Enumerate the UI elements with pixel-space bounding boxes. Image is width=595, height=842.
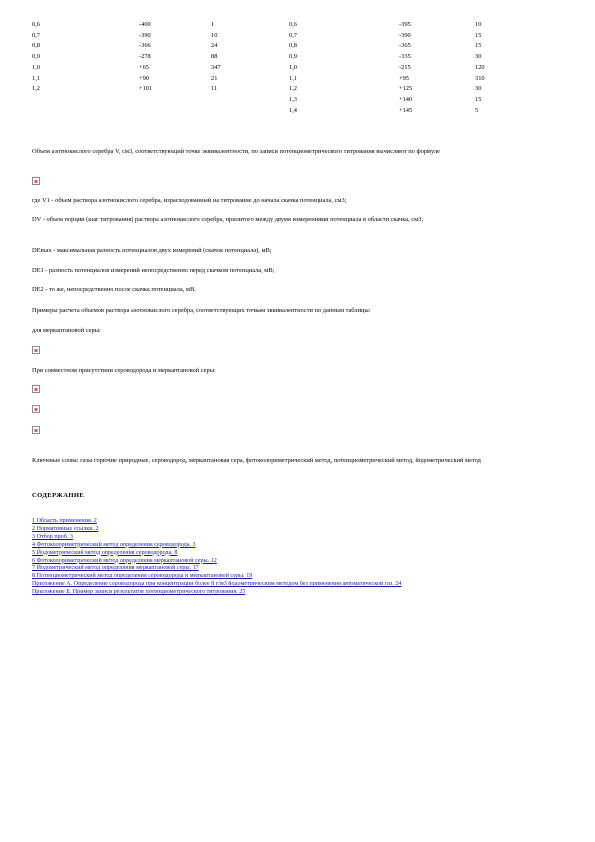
paragraph-mercaptan-sulfur: для меркаптановой серы: xyxy=(32,327,101,334)
table-cell: 0,6 xyxy=(289,21,297,28)
toc-link[interactable]: 1 Область применения. 2 xyxy=(32,518,97,524)
paragraph-v1-definition: где V1 - объем раствора азотнокислого серебра, израсходованный на титрование до начала скачка потенциала, см3; xyxy=(32,197,347,204)
paragraph-calculation-examples: Примеры расчета объемов раствора азотнокислого серебра, соответствующих точкам эквивалентности по данным таблицы: xyxy=(32,307,371,314)
table-cell xyxy=(139,95,211,106)
paragraph-demax-definition: DEmax - максимальная разность потенциалов двух измерений (скачок потенциала), мВ; xyxy=(32,247,272,254)
table-cell: 1,3 xyxy=(289,95,297,103)
table-cell: 0,8 xyxy=(32,42,40,50)
table-row xyxy=(32,84,535,95)
table-cell xyxy=(211,106,289,117)
contents-heading: СОДЕРЖАНИЕ xyxy=(32,492,85,499)
table-cell: -215 xyxy=(399,63,411,71)
paragraph-de1-definition: DE1 - разность потенциалов измерений непосредственно перед скачком потенциала, мВ; xyxy=(32,267,275,274)
table-cell: +125 xyxy=(399,85,413,93)
table-cell: +95 xyxy=(399,74,409,82)
missing-formula-image-icon xyxy=(32,346,40,354)
missing-formula-image-icon xyxy=(32,385,40,393)
table-cell: 11 xyxy=(211,85,218,93)
paragraph-dv-definition: DV - объем порции (шаг титрования) раствора азотнокислого серебра, прилитого между двумя измерениями потенциала в области скачка, см3; xyxy=(32,216,424,223)
table-cell xyxy=(32,106,139,117)
missing-formula-image-icon xyxy=(32,405,40,413)
table-row xyxy=(32,95,535,106)
table-cell: -390 xyxy=(399,31,411,39)
titration-data-table xyxy=(32,20,535,116)
table-cell: -278 xyxy=(139,53,151,61)
table-cell: 1,0 xyxy=(289,63,297,71)
table-cell: 0,7 xyxy=(32,31,40,39)
table-row xyxy=(32,52,535,63)
paragraph-keywords: Ключевые слова: газы горючие природные, сероводород, меркаптановая сера, фотоколориметрический метод, потенциометрический метод, йодометрический метод xyxy=(32,457,481,464)
paragraph-equivalence-volume: Объем азотнокислого серебра V, см3, соответствующий точке эквивалентности, по записи потенциометрического титрования вычисляют по формуле xyxy=(32,148,440,155)
table-cell xyxy=(211,95,289,106)
table-cell: 0,6 xyxy=(32,21,40,28)
table-cell: 0,7 xyxy=(289,31,297,39)
table-cell: +140 xyxy=(399,95,413,103)
table-row xyxy=(32,74,535,85)
toc-link[interactable]: 7 Йодометрический метод определения меркаптановой серы. 17 xyxy=(32,565,199,572)
paragraph-de2-definition: DE2 - то же, непосредственно после скачка потенциала, мВ. xyxy=(32,286,196,293)
table-cell: -395 xyxy=(399,21,411,28)
toc-link[interactable]: Приложение Б. Пример записи результатов потенциометрического титрования. 25 xyxy=(32,589,246,596)
table-cell: 15 xyxy=(475,31,482,39)
titration-table-body xyxy=(32,20,535,116)
table-cell: 10 xyxy=(211,31,218,39)
paragraph-joint-presence: При совместном присутствии сероводорода и меркаптановой серы: xyxy=(32,367,216,374)
table-cell: 88 xyxy=(211,53,218,61)
table-cell xyxy=(32,95,139,106)
table-cell: +65 xyxy=(139,63,149,71)
toc-link[interactable]: 5 Йодометрический метод определения сероводорода. 8 xyxy=(32,549,178,556)
table-cell: 1 xyxy=(211,21,215,28)
table-cell: 24 xyxy=(211,42,218,50)
table-cell: 1,1 xyxy=(289,74,297,82)
table-cell: 30 xyxy=(475,85,482,93)
table-cell: 1,2 xyxy=(32,85,40,93)
table-cell: 310 xyxy=(475,74,485,82)
table-of-contents xyxy=(32,518,572,597)
missing-formula-image-icon xyxy=(32,426,40,434)
table-cell: 15 xyxy=(475,42,482,50)
table-cell: -365 xyxy=(399,42,411,50)
table-cell: 10 xyxy=(475,21,482,28)
table-cell: 1,1 xyxy=(32,74,40,82)
table-cell: 1,2 xyxy=(289,85,297,93)
table-cell: 0,9 xyxy=(289,53,297,61)
table-cell xyxy=(139,106,211,117)
table-cell: 347 xyxy=(211,63,221,71)
toc-link[interactable]: 3 Отбор проб. 3 xyxy=(32,533,73,540)
table-cell: 120 xyxy=(475,63,485,71)
table-row xyxy=(32,106,535,117)
table-row xyxy=(32,63,535,74)
table-cell: 1,0 xyxy=(32,63,40,71)
table-cell: 30 xyxy=(475,53,482,61)
table-cell: -390 xyxy=(139,31,151,39)
table-cell: -366 xyxy=(139,42,151,50)
table-cell: 1,4 xyxy=(289,106,297,114)
toc-link[interactable]: Приложение А. Определение сероводорода при концентрации более 8 г/м3 йодометрическим методом без применения автоматической газ. 24 xyxy=(32,581,402,588)
table-row xyxy=(32,20,535,31)
toc-link[interactable]: 6 Фотоколориметрический метод определения меркаптановой серы. 12 xyxy=(32,557,217,564)
table-row xyxy=(32,41,535,52)
toc-link[interactable]: 4 Фотоколориметрический метод определения сероводорода. 3 xyxy=(32,541,196,548)
table-row xyxy=(32,31,535,42)
table-cell: 0,9 xyxy=(32,53,40,61)
table-cell: +90 xyxy=(139,74,149,82)
table-cell: 15 xyxy=(475,95,482,103)
table-cell: 0,8 xyxy=(289,42,297,50)
toc-link[interactable]: 2 Нормативные ссылки. 2 xyxy=(32,525,99,532)
table-cell: -335 xyxy=(399,53,411,61)
table-cell: -400 xyxy=(139,21,151,28)
table-cell: +101 xyxy=(139,85,153,93)
table-cell: 5 xyxy=(475,106,479,114)
missing-formula-image-icon xyxy=(32,177,40,185)
table-cell: 21 xyxy=(211,74,218,82)
toc-link[interactable]: 8 Потенциометрический метод определения сероводорода и меркаптановой серы. 19 xyxy=(32,573,253,580)
table-cell: +145 xyxy=(399,106,413,114)
